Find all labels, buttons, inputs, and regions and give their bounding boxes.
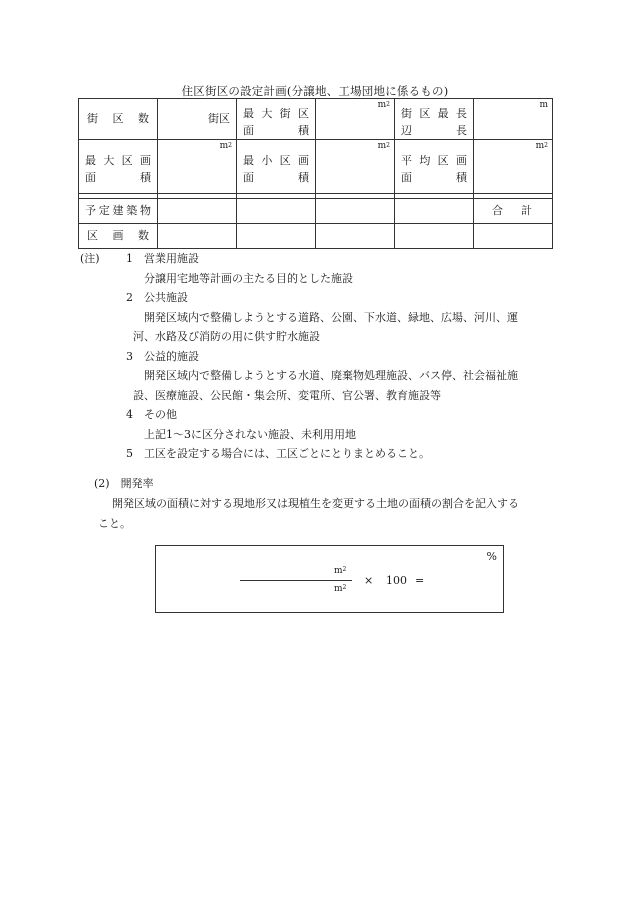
unit-sqm: $m^2$ xyxy=(377,141,390,151)
cell-empty xyxy=(395,199,474,224)
section-2-heading: (2) 開発率 xyxy=(94,477,154,490)
unit-gaiku: 街区 xyxy=(208,112,230,125)
table-title: 住区街区の設定計画(分譲地、工場団地に係るもの) xyxy=(181,84,449,98)
hundred-value: 100 xyxy=(386,574,407,587)
cell-empty xyxy=(237,199,316,224)
label-block-max-side: 街 区 最 長 辺 長 xyxy=(395,99,474,140)
notes-prefix: (注) xyxy=(80,252,100,265)
note-row-4-line1: 上記1〜3に区分されない施設、未利用用地 xyxy=(144,427,356,441)
equals-sign: = xyxy=(415,574,425,587)
note-row-5-title: 5 工区を設定する場合には、工区ごとにとりまとめること。 xyxy=(126,447,430,460)
cell-empty xyxy=(237,224,316,249)
label-avg-lot-area: 平 均 区 画 面 積 xyxy=(395,140,474,194)
cell-empty xyxy=(395,224,474,249)
section-2-paragraph: 開発区域の面積に対する現地形又は現植生を変更する土地の面積の割合を記入する こと。 xyxy=(98,497,519,530)
unit-sqm: $m^2$ xyxy=(377,100,390,110)
note-row-2-line1: 開発区域内で整備しようとする道路、公園、下水道、緑地、広場、河川、運 xyxy=(144,310,518,324)
table-row-3 xyxy=(79,199,553,224)
label-block-count: 街 区 数 xyxy=(79,99,158,140)
note-row-1-line1: 分譲用宅地等計画の主たる目的とした施設 xyxy=(144,271,353,285)
block-plan-table xyxy=(78,98,553,249)
label-max-block-area: 最 大 街 区 面 積 xyxy=(237,99,316,140)
cell-empty xyxy=(316,199,395,224)
table-row-4 xyxy=(79,224,553,249)
percent-sign: % xyxy=(486,550,497,563)
value-max-lot-area xyxy=(158,140,237,194)
note-row-2-line2: 河、水路及び消防の用に供す貯水施設 xyxy=(133,330,320,343)
cell-empty xyxy=(158,199,237,224)
value-block-max-side xyxy=(474,99,553,140)
note-row-3-line2: 設、医療施設、公民館・集会所、変電所、官公署、教育施設等 xyxy=(133,388,441,402)
value-min-lot-area xyxy=(316,140,395,194)
cell-empty xyxy=(158,224,237,249)
development-rate-formula xyxy=(155,545,504,613)
label-total: 合 計 xyxy=(474,199,553,224)
value-avg-lot-area xyxy=(474,140,553,194)
value-max-block-area xyxy=(316,99,395,140)
label-max-lot-area: 最 大 区 画 面 積 xyxy=(79,140,158,194)
table-row-2 xyxy=(79,140,553,194)
label-min-lot-area: 最 小 区 画 面 積 xyxy=(237,140,316,194)
note-row-2-title: 2 公共施設 xyxy=(126,291,188,304)
denominator-unit: $m^2$ xyxy=(334,584,347,594)
unit-m: m xyxy=(539,100,548,110)
value-block-count xyxy=(158,99,237,140)
note-row-3-line1: 開発区域内で整備しようとする水道、廃棄物処理施設、バス停、社会福祉施 xyxy=(144,369,518,382)
note-row-3-title: 3 公益的施設 xyxy=(126,349,199,363)
label-planned-buildings: 予 定 建 築 物 xyxy=(79,199,158,224)
note-row-4-title: 4 その他 xyxy=(126,408,177,421)
cell-empty xyxy=(316,224,395,249)
note-row-1-title: (注) 1 営業用施設 xyxy=(78,249,558,269)
unit-sqm: $m^2$ xyxy=(219,141,232,151)
numerator-unit: $m^2$ xyxy=(334,566,347,576)
table-row-1 xyxy=(79,99,553,140)
label-lot-count: 区 画 数 xyxy=(79,224,158,249)
notes-section xyxy=(78,249,558,464)
cell-empty xyxy=(474,224,553,249)
times-sign: × xyxy=(364,574,374,587)
fraction-line xyxy=(240,580,352,581)
unit-sqm: $m^2$ xyxy=(535,141,548,151)
